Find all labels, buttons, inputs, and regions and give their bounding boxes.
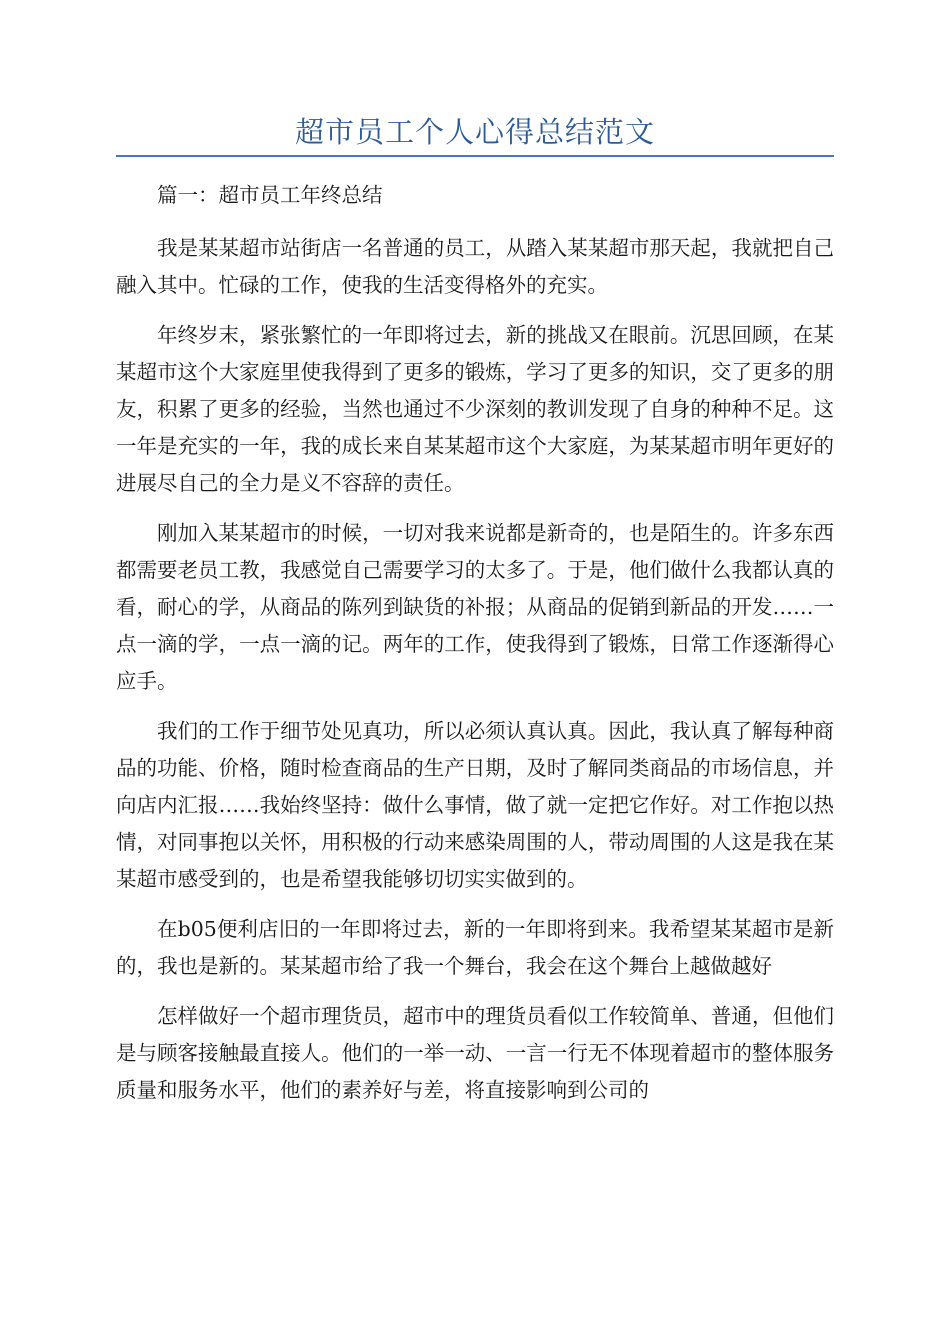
paragraph-1: 我是某某超市站街店一名普通的员工，从踏入某某超市那天起，我就把自己融入其中。忙碌的工作，使我的生活变得格外的充实。: [116, 236, 834, 297]
document-body: [116, 177, 834, 1109]
title-underline: [116, 155, 834, 157]
paragraph-3: 刚加入某某超市的时候，一切对我来说都是新奇的，也是陌生的。许多东西都需要老员工教，我感觉自己需要学习的太多了。于是，他们做什么我都认真的看，耐心的学，从商品的陈列到缺货的补报；从商品的促销到新品的开发……一点一滴的学，一点一滴的记。两年的工作，使我得到了锻炼，日常工作逐渐得心应手。: [116, 521, 834, 693]
document-page: [116, 0, 834, 1122]
document-title: 超市员工个人心得总结范文: [294, 115, 655, 149]
paragraph-5: 在b05便利店旧的一年即将过去，新的一年即将到来。我希望某某超市是新的，我也是新的。某某超市给了我一个舞台，我会在这个舞台上越做越好: [116, 917, 834, 978]
paragraph-4: 我们的工作于细节处见真功，所以必须认真认真。因此，我认真了解每种商品的功能、价格，随时检查商品的生产日期，及时了解同类商品的市场信息，并向店内汇报……我始终坚持：做什么事情，做了就一定把它作好。对工作抱以热情，对同事抱以关怀，用积极的行动来感染周围的人，带动周围的人这是我在某某超市感受到的，也是希望我能够切切实实做到的。: [116, 719, 834, 891]
paragraph-6: 怎样做好一个超市理货员，超市中的理货员看似工作较简单、普通，但他们是与顾客接触最直接人。他们的一举一动、一言一行无不体现着超市的整体服务质量和服务水平，他们的素养好与差，将直接影响到公司的: [116, 1004, 834, 1102]
paragraph-2: 年终岁末，紧张繁忙的一年即将过去，新的挑战又在眼前。沉思回顾，在某某超市这个大家庭里使我得到了更多的锻炼，学习了更多的知识，交了更多的朋友，积累了更多的经验，当然也通过不少深刻的教训发现了自身的种种不足。这一年是充实的一年，我的成长来自某某超市这个大家庭，为某某超市明年更好的进展尽自己的全力是义不容辞的责任。: [116, 323, 834, 495]
section-heading: 篇一：超市员工年终总结: [157, 183, 383, 207]
